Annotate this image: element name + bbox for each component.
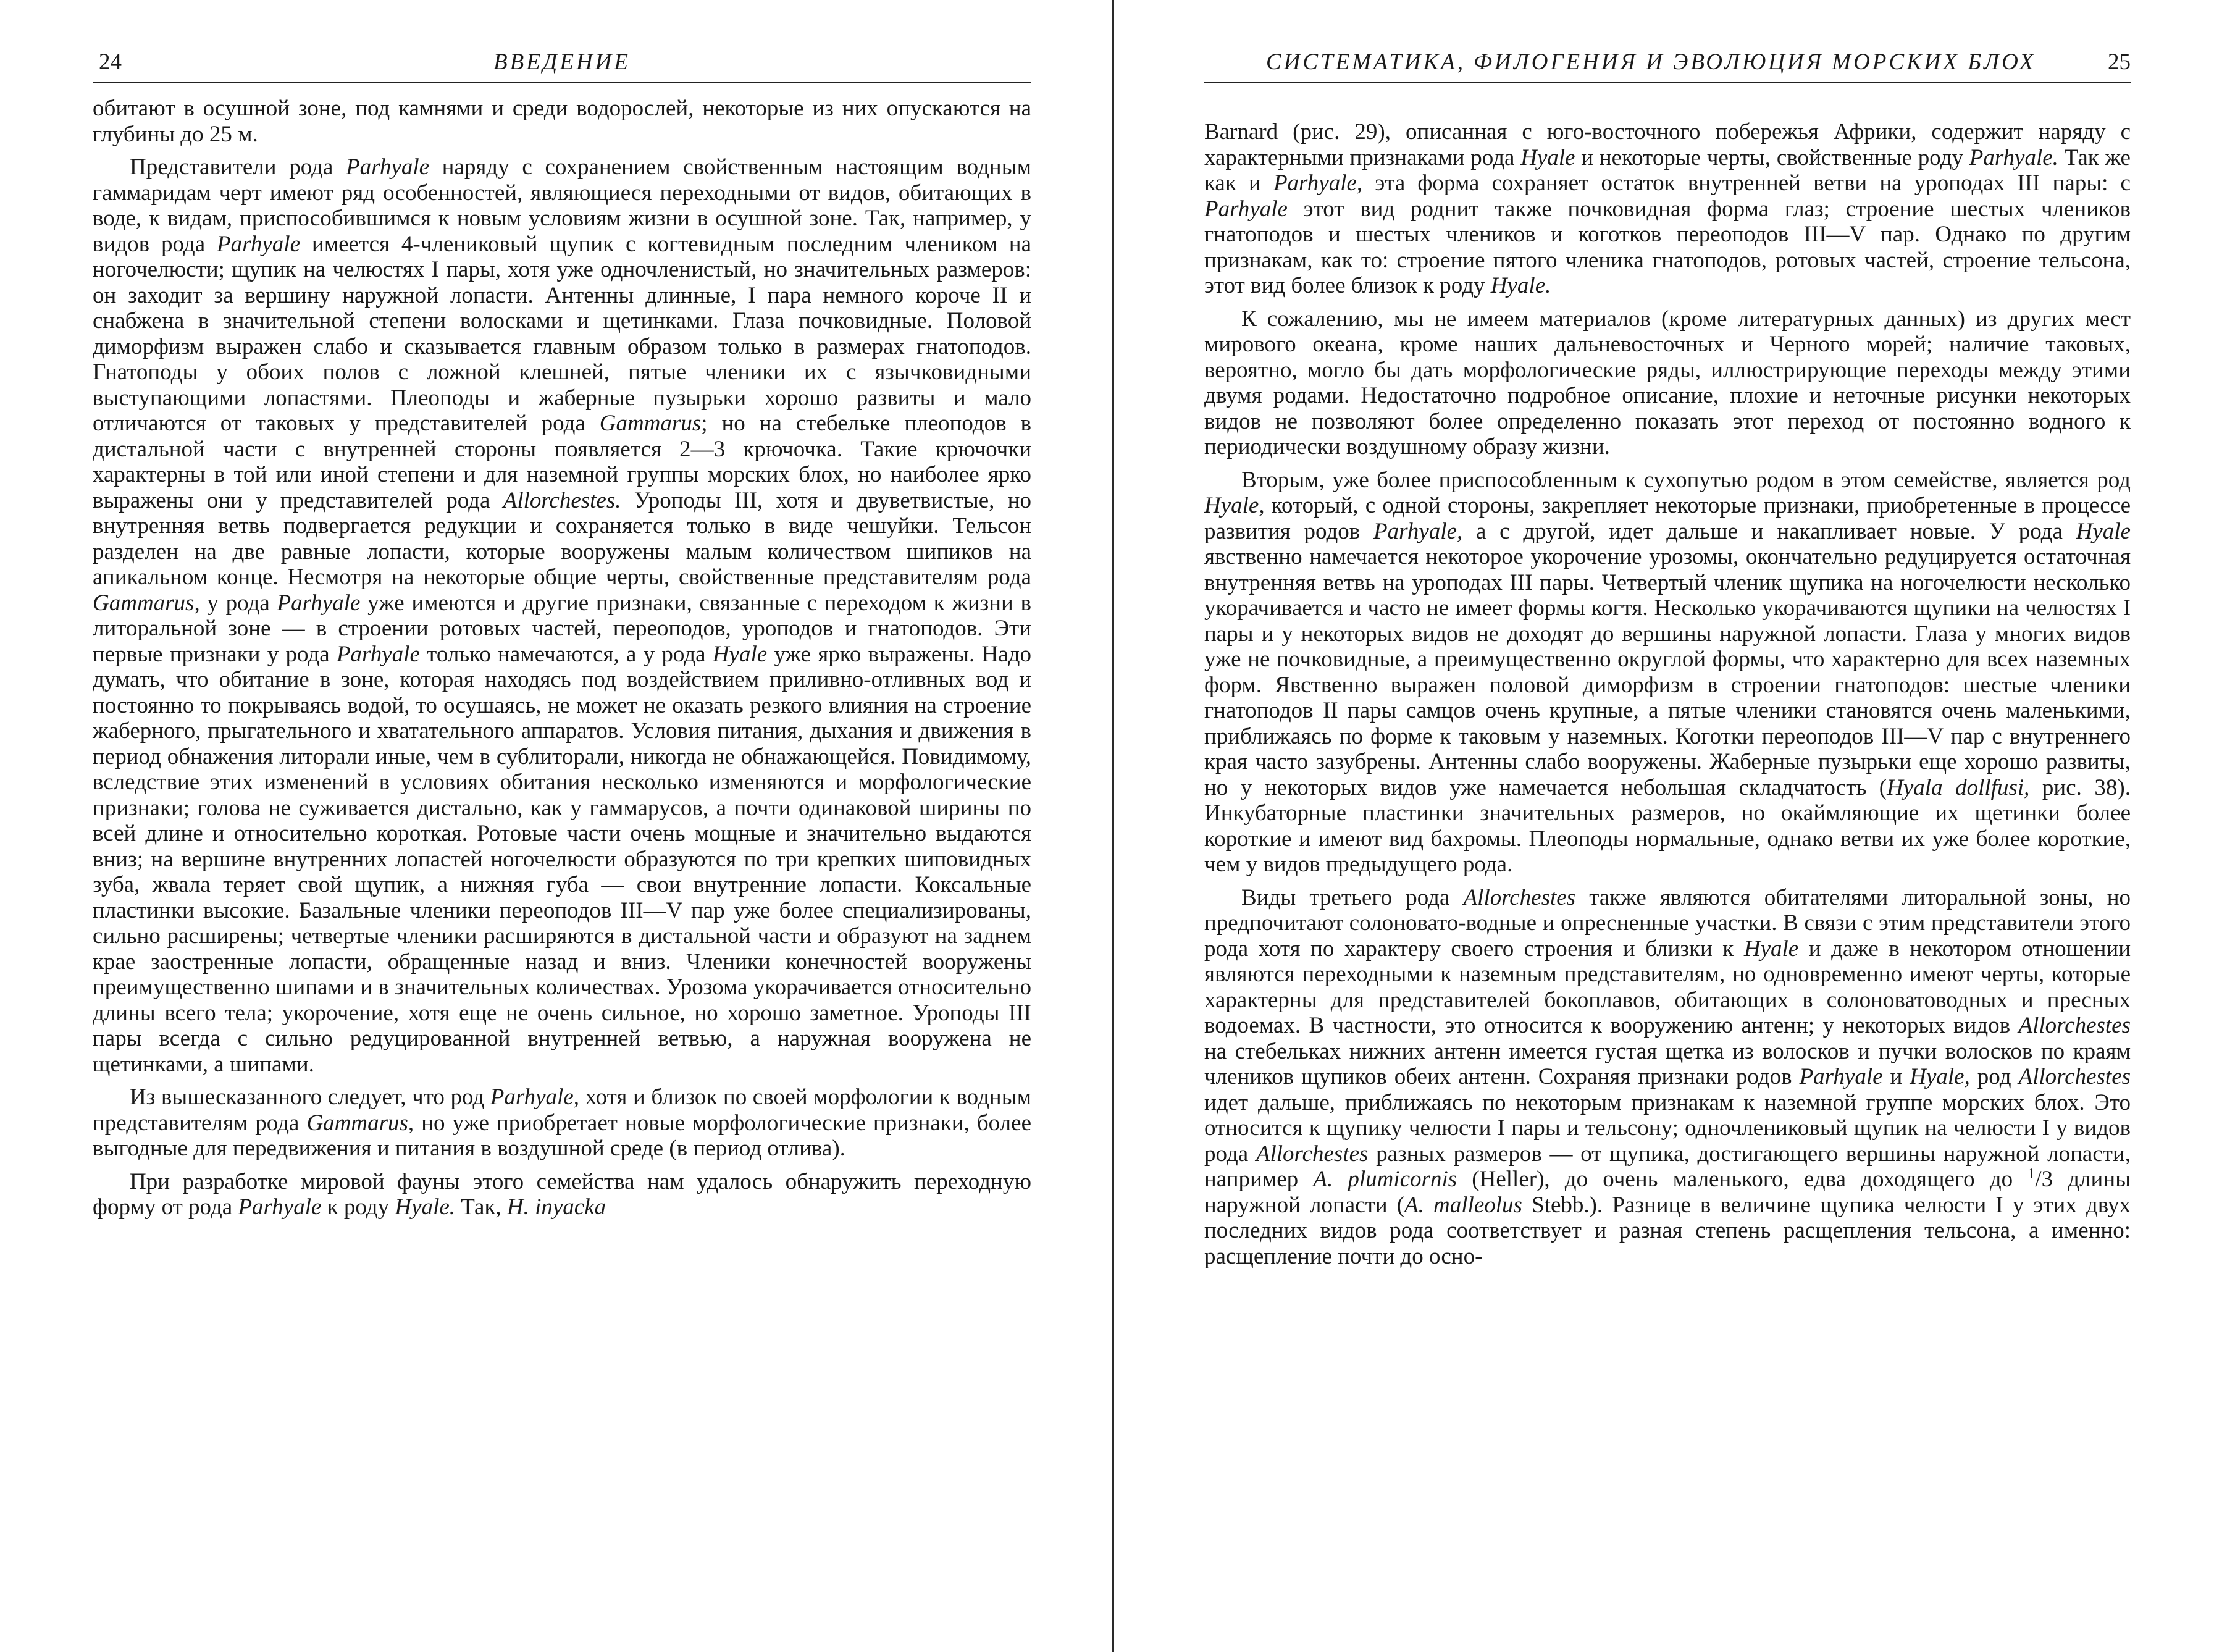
taxon-name: Parhyale (1799, 1064, 1883, 1089)
taxon-name: Hyale (2076, 518, 2131, 544)
taxon-name: Gammarus (599, 411, 702, 436)
taxon-name: Parhyale (238, 1194, 322, 1220)
right-page (1204, 43, 2131, 1269)
taxon-name: Allorchestes (2018, 1013, 2131, 1038)
taxon-name: Parhyale, (1373, 518, 1463, 544)
left-page (93, 43, 1031, 1220)
fraction-numerator: 1 (2027, 1166, 2036, 1182)
taxon-name: Gammarus, (93, 590, 200, 616)
taxon-name: A. malleolus (1404, 1192, 1522, 1218)
taxon-name: Hyale (1520, 145, 1575, 170)
taxon-name: Allorchestes (1463, 884, 1576, 910)
paragraph: Из вышесказанного следует, что род Parhyale, хотя и близок по своей морфологии к водным представителям рода Gammarus, но уже приобретает новые морфологические признаки, более выгодные для передвижения и питания в воздушной среде (в период отлива). (93, 1084, 1031, 1161)
taxon-name: Hyale. (1490, 273, 1551, 298)
left-body-text (93, 96, 1031, 1220)
taxon-name: Allorchestes (2018, 1064, 2131, 1089)
paragraph: Barnard (рис. 29), описанная с юго-восточного побережья Африки, содержит наряду с характерными признаками рода Hyale и некоторые черты, свойственные роду Parhyale. Так же как и Parhyale, эта форма сохраняет остаток внутренней ветви на уроподах III пары: с Parhyale этот вид роднит также почковидная форма глаз; строение шестых члеников гнатоподов и шестых члеников и коготков переоподов III—V пар. Однако по другим признакам, как то: строение пятого членика гнатоподов, ротовых частей, строение тельсона, этот вид более близок к роду Hyale. (1204, 119, 2131, 298)
right-running-head (1204, 43, 2131, 83)
book-gutter (1112, 0, 1114, 1652)
taxon-name: A. plumicornis (1313, 1167, 1457, 1192)
paragraph: К сожалению, мы не имеем материалов (кроме литературных данных) из других мест мирового океана, кроме наших дальневосточных и Черного морей; наличие таковых, вероятно, могло бы дать морфологические ряды, иллюстрирующие переходы между этими двумя родами. Недостаточно подробное описание, плохие и неточные рисунки некоторых видов не позволяют более определенно показать этот переход от постоянно водного к периодически воздушному образу жизни. (1204, 306, 2131, 459)
taxon-name: Hyale, (1204, 493, 1265, 518)
left-running-title: ВВЕДЕНИЕ (493, 49, 631, 75)
paragraph: При разработке мировой фауны этого семейства нам удалось обнаружить переходную форму от рода Parhyale к роду Hyale. Так, H. inyacka (93, 1168, 1031, 1220)
paragraph: обитают в осушной зоне, под камнями и среди водорослей, некоторые из них опускаются на глубины до 25 м. (93, 96, 1031, 147)
taxon-name: Hyala dollfusi, (1887, 774, 2030, 800)
left-page-number: 24 (99, 49, 122, 75)
taxon-name: Parhyale (336, 641, 420, 667)
taxon-name: Allorchestes (1256, 1141, 1369, 1167)
taxon-name: Parhyale, (490, 1084, 579, 1110)
taxon-name: Allorchestes. (503, 487, 621, 513)
taxon-name: Hyale, (1910, 1064, 1970, 1089)
right-running-title: СИСТЕМАТИКА, ФИЛОГЕНИЯ И ЭВОЛЮЦИЯ МОРСКИХ БЛОХ (1266, 49, 2036, 75)
right-body-text (1204, 119, 2131, 1269)
taxon-name: Hyale (712, 641, 768, 667)
taxon-name: Parhyale (217, 231, 301, 257)
paragraph: Вторым, уже более приспособленным к сухопутью родом в этом семействе, является род Hyale, который, с одной стороны, закрепляет некоторые признаки, приобретенные в процессе развития родов Parhyale, а с другой, идет дальше и накапливает новые. У рода Hyale явственно намечается некоторое укорочение урозомы, окончательно редуцируется остаточная внутренняя ветвь на уроподах III пары. Четвертый членик щупика на ногочелюсти несколько укорачивается и часто не имеет формы когтя. Несколько укорачиваются щупики на челюстях I пары и у некоторых видов не доходят до вершины наружной лопасти. Глаза у многих видов уже не почковидные, а преимущественно округлой формы, что характерно для всех наземных форм. Явственно выражен половой диморфизм в строении гнатоподов: шестые членики гнатоподов II пары самцов очень крупные, а пятые членики становятся очень маленькими, приближаясь по форме к таковым у наземных. Коготки переоподов III—V пар с внутреннего края часто зазубрены. Антенны слабо вооружены. Жаберные пузырьки еще хорошо развиты, но у некоторых видов уже намечается небольшая складчатость (Hyala dollfusi, рис. 38). Инкубаторные пластинки значительных размеров, но окаймляющие их щетинки более короткие и имеют вид бахромы. Плеоподы нормальные, однако ветви их уже более короткие, чем у видов предыдущего рода. (1204, 467, 2131, 877)
taxon-name: Parhyale (277, 590, 361, 616)
paragraph: Представители рода Parhyale наряду с сохранением свойственным настоящим водным гаммаридам черт имеют ряд особенностей, являющиеся переходными от видов, обитающих в воде, к видам, приспособившимся к новым условиям жизни в осушной зоне. Так, например, у видов рода Parhyale имеется 4-члениковый щупик с когтевидным последним члеником на ногочелюсти; щупик на челюстях I пары, хотя уже одночленистый, но значительных размеров: он заходит за вершину наружной лопасти. Антенны длинные, I пара немного короче II и снабжена в значительной степени волосками и щетинками. Глаза почковидные. Половой диморфизм выражен слабо и сказывается главным образом только в размерах гнатоподов. Гнатоподы у обоих полов с ложной клешней, пятые членики их с язычковидными выступающими лопастями. Плеоподы и жаберные пузырьки хорошо развиты и мало отличаются от таковых у представителей рода Gammarus; но на стебельке плеоподов в дистальной части с внутренней стороны появляется 2—3 крючочка. Такие крючочки характерны в той или иной степени и для наземной группы морских блох, но наиболее ярко выражены они у представителей рода Allorchestes. Уроподы III, хотя и двуветвистые, но внутренняя ветвь подвергается редукции и сохраняется только в виде чешуйки. Тельсон разделен на две равные лопасти, которые вооружены малым количеством шипиков на апикальном конце. Несмотря на некоторые общие черты, свойственные представителям рода Gammarus, у рода Parhyale уже имеются и другие признаки, связанные с переходом к жизни в литоральной зоне — в строении ротовых частей, переоподов, уроподов и гнатоподов. Эти первые признаки у рода Parhyale только намечаются, а у рода Hyale уже ярко выражены. Надо думать, что обитание в зоне, которая находясь под воздействием приливно-отливных вод и постоянно то покрываясь водой, то осушаясь, не может не оказать резкого влияния на строение жаберного, прыгательного и хватательного аппаратов. Условия питания, дыхания и движения в период обнажения литорали иные, чем в сублиторали, никогда не обнажающейся. Повидимому, вследствие этих изменений в условиях обитания несколько изменяются и морфологические признаки; голова не суживается дистально, как у гаммарусов, а почти одинаковой ширины по всей длине и относительно короткая. Ротовые части очень мощные и значительно выдаются вниз; на вершине внутренних лопастей ногочелюсти образуются по три крепких шиповидных зуба, жвала теряет свой щупик, а нижняя губа — свои внутренние лопасти. Коксальные пластинки высокие. Базальные членики переоподов III—V пар уже более специализированы, сильно расширены; четвертые членики расширяются в дистальной части и образуют на заднем крае заостренные лопасти, обращенные назад и вниз. Членики конечностей вооружены преимущественно шипами и в значительных количествах. Урозома укорачивается относительно длины всего тела; укорочение, хотя еще не очень сильное, но хорошо заметное. Уроподы III пары всегда с сильно редуцированной внутренней ветвью, а наружная вооружена не щетинками, а шипами. (93, 154, 1031, 1077)
taxon-name: Gammarus, (306, 1110, 414, 1136)
taxon-name: Parhyale. (1969, 145, 2058, 170)
taxon-name: H. inyacka (506, 1194, 606, 1220)
taxon-name: Parhyale, (1273, 170, 1363, 196)
taxon-name: Hyale. (395, 1194, 456, 1220)
taxon-name: Parhyale (1204, 196, 1288, 222)
left-running-head (93, 43, 1031, 83)
paragraph: Виды третьего рода Allorchestes также являются обитателями литоральной зоны, но предпочитают солоновато-водные и опресненные участки. В связи с этим представители этого рода хотя по характеру своего строения и близки к Hyale и даже в некотором отношении являются переходными к наземным представителям, но одновременно имеют черты, которые характерны для представителей бокоплавов, обитающих в солоноватоводных и пресных водоемах. В частности, это относится к вооружению антенн; у некоторых видов Allorchestes на стебельках нижних антенн имеется густая щетка из волосков и пучки волосков по краям члеников щупиков обеих антенн. Сохраняя признаки родов Parhyale и Hyale, род Allorchestes идет дальше, приближаясь по некоторым признакам к наземной группе морских блох. Это относится к щупику челюсти I пары и тельсону; одночлениковый щупик на челюсти I у видов рода Allorchestes разных размеров — от щупика, достигающего вершины наружной лопасти, например A. plumicornis (Heller), до очень маленького, едва доходящего до $^1$/3 длины наружной лопасти (A. malleolus Stebb.). Разнице в величине щупика челюсти I у этих двух последних видов рода соответствует и разная степень расщепления тельсона, а именно: расщепление почти до осно- (1204, 884, 2131, 1269)
taxon-name: Hyale (1743, 936, 1799, 962)
taxon-name: Parhyale (346, 154, 430, 180)
right-page-number: 25 (2108, 49, 2131, 75)
